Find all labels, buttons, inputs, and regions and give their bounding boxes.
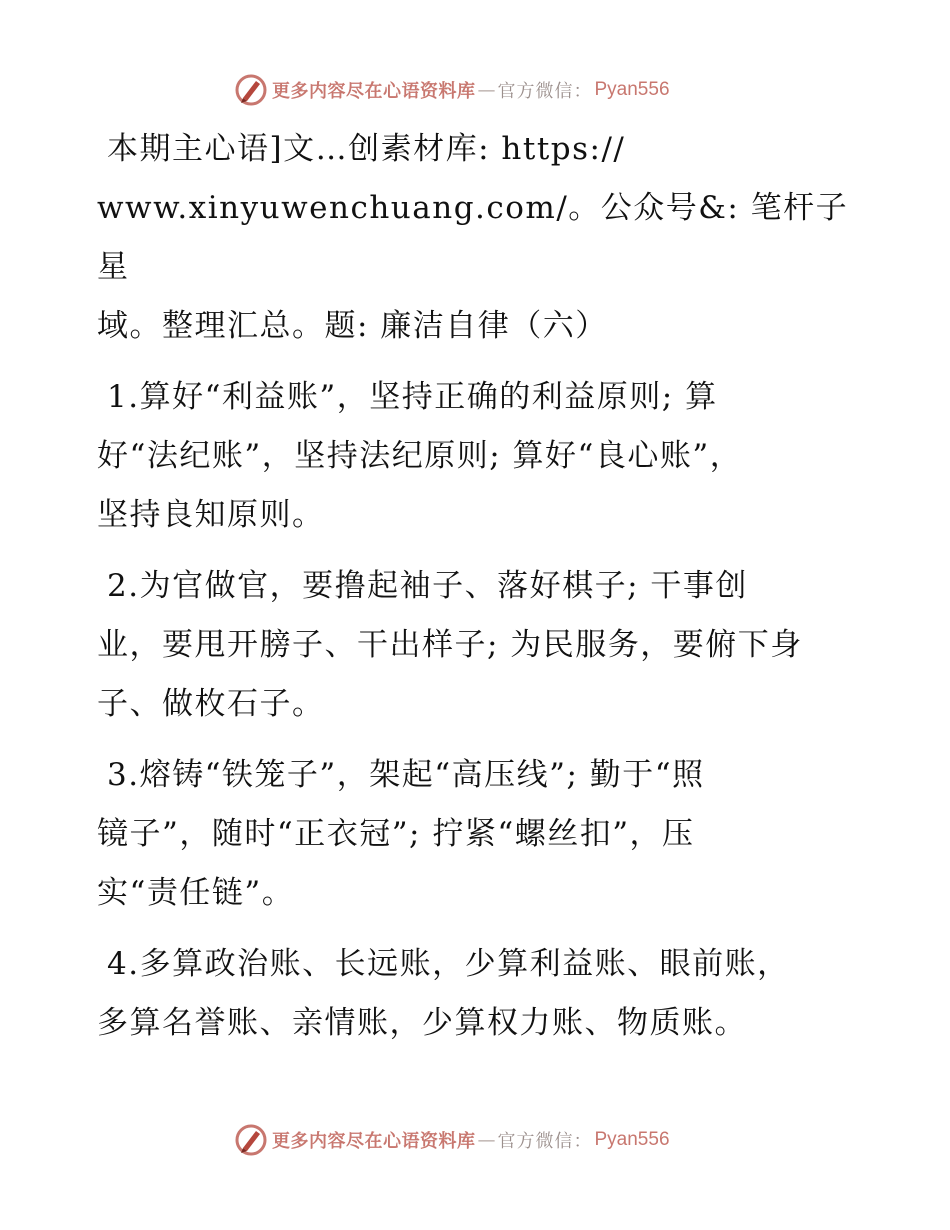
watermark-main-text: 更多内容尽在心语资料库: [272, 81, 476, 102]
text-line: 3.熔铸“铁笼子”，架起“高压线”; 勤于“照: [107, 757, 705, 793]
text-line: 4.多算政治账、长远账，少算利益账、眼前账，: [107, 946, 790, 982]
text-line: 实“责任链”。: [97, 875, 295, 911]
text-line: 子、做枚石子。: [97, 686, 325, 722]
paragraph-item-2: [97, 557, 857, 734]
text-line: 坚持良知原则。: [97, 497, 325, 533]
watermark-wechat-id: Pyan556: [594, 79, 670, 100]
text-line: 多算名誉账、亲情账，少算权力账、物质账。: [97, 1005, 747, 1041]
text-line: 本期主心语]文…创素材库: https://: [107, 131, 626, 167]
text-line: 域。整理汇总。题: 廉洁自律（六）: [97, 308, 608, 344]
text-line: 镜子”，随时“正衣冠”; 拧紧“螺丝扣”，压: [97, 816, 695, 852]
document-body: [97, 120, 857, 1065]
text-line: 业，要甩开膀子、干出样子; 为民服务，要俯下身: [97, 627, 803, 663]
watermark-dash: —: [477, 1129, 496, 1151]
paragraph-item-4: [97, 935, 857, 1053]
text-line: www.xinyuwenchuang.com/。公众号&: 笔杆子星: [97, 190, 849, 285]
footer-watermark: [234, 1122, 670, 1158]
watermark-main-text: 更多内容尽在心语资料库: [272, 1131, 476, 1152]
header-watermark: [234, 72, 670, 108]
text-line: 1.算好“利益账”，坚持正确的利益原则; 算: [107, 379, 718, 415]
text-line: 2.为官做官，要撸起袖子、落好棋子; 干事创: [107, 568, 748, 604]
watermark-wechat-id: Pyan556: [594, 1129, 670, 1150]
watermark-wechat-label: 官方微信：: [497, 81, 593, 102]
paragraph-item-1: [97, 368, 857, 545]
watermark-dash: —: [477, 79, 496, 101]
paragraph-item-3: [97, 746, 857, 923]
pen-logo-icon: [234, 1123, 268, 1157]
text-line: 好“法纪账”，坚持法纪原则; 算好“良心账”，: [97, 438, 743, 474]
watermark-wechat-label: 官方微信：: [497, 1131, 593, 1152]
paragraph-intro: [97, 120, 857, 356]
pen-logo-icon: [234, 73, 268, 107]
